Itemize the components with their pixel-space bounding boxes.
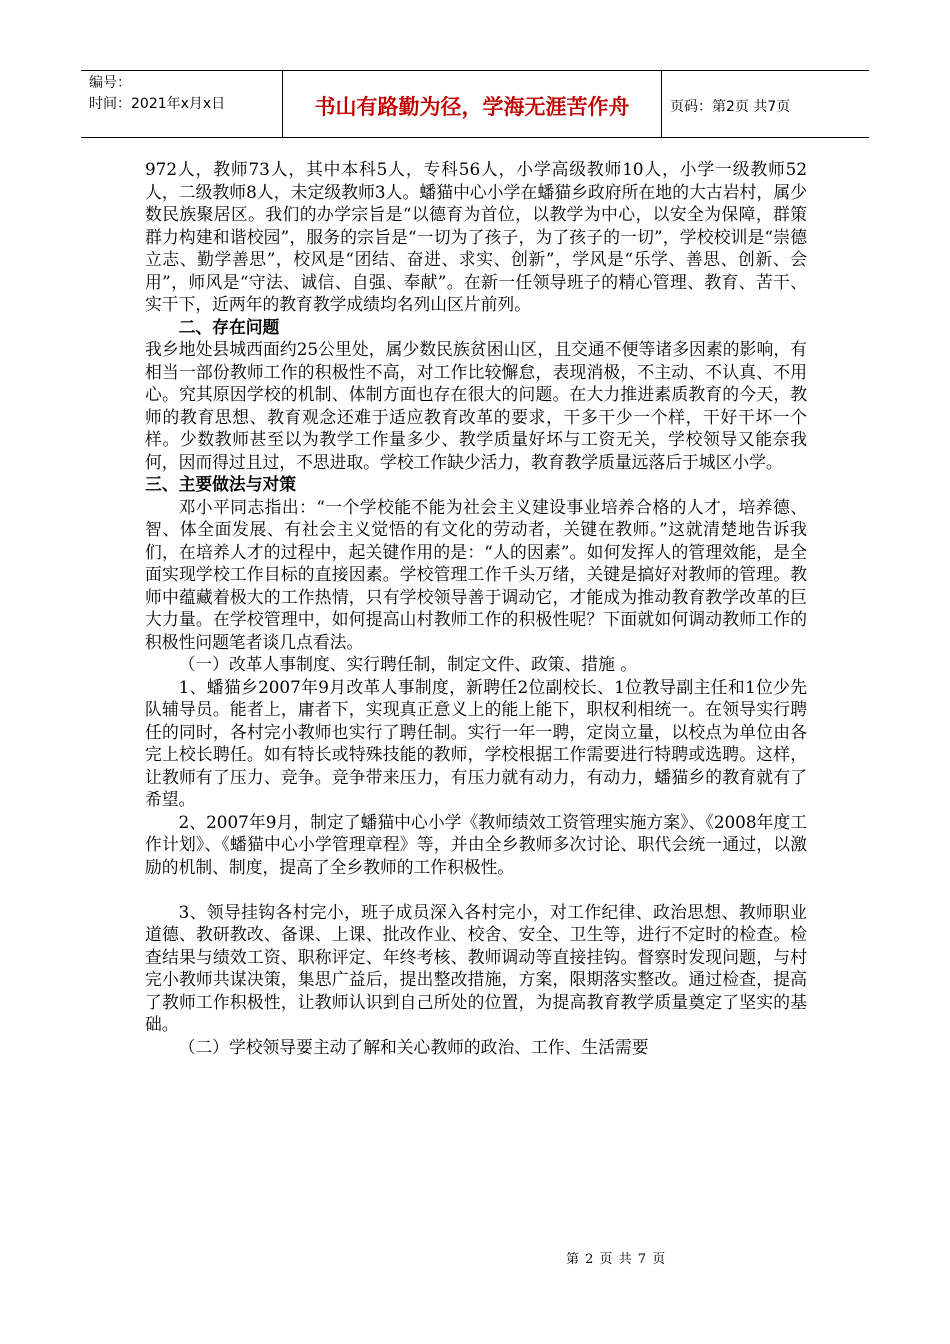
paragraph-problems: 我乡地处县城西面约25公里处，属少数民族贫困山区，且交通不便等诸多因素的影响，有相当一部份教师工作的积极性不高，对工作比较懈怠，表现消极，不主动、不认真、不用心。究其原因学校的机制、体制方面也存在很大的问题。在大力推进素质教育的今天，教师的教育思想、教育观念还难于适应教育改革的要求，干多干少一个样，干好干坏一个样。少数教师甚至以为教学工作量多少、教学质量好坏与工资无关，学校领导又能奈我何，因而得过且过，不思进取。学校工作缺少活力，教育教学质量远落后于城区小学。 (145, 339, 807, 472)
header-motto: 书山有路勤为径，学海无涯苦作舟 (283, 71, 662, 137)
document-time-label: 时间：2021年x月x日 (89, 96, 226, 112)
paragraph-item-2: 2、2007年9月，制定了蟠猫中心小学《教师绩效工资管理实施方案》、《2008年度工作计划》、《蟠猫中心小学管理章程》等，并由全乡教师多次讨论、职代会统一通过，以激励的机制、制度，提高了全乡教师的工作积极性。 (145, 811, 807, 877)
paragraph-intro-continuation: 972人，教师73人，其中本科5人，专科56人，小学高级教师10人，小学一级教师52人，二级教师8人，未定级教师3人。蟠猫中心小学在蟠猫乡政府所在地的大古岩村，属少数民族聚居区。我们的办学宗旨是“以德育为首位，以教学为中心，以安全为保障，群策群力构建和谐校园”，服务的宗旨是“一切为了孩子，为了孩子的一切”，学校校训是“崇德立志、勤学善思”，校风是“团结、奋进、求实、创新”，学风是“乐学、善思、创新、会用”，师风是“守法、诚信、自强、奉献”。在新一任领导班子的精心管理、教育、苦干、实干下，近两年的教育教学成绩均名列山区片前列。 (145, 159, 807, 314)
paragraph-item-3: 3、领导挂钩各村完小，班子成员深入各村完小，对工作纪律、政治思想、教师职业道德、教研教改、备课、上课、批改作业、校舍、安全、卫生等，进行不定时的检查。检查结果与绩效工资、职称评定、年终考核、教师调动等直接挂钩。督察时发现问题，与村完小教师共谋决策，集思广益后，提出整改措施，方案，限期落实整改。通过检查，提高了教师工作积极性，让教师认识到自己所处的位置，为提高教育教学质量奠定了坚实的基础。 (145, 901, 807, 1034)
section-heading-problems: 二、存在问题 (178, 316, 280, 337)
page-header (81, 70, 869, 138)
paragraph-deng-quote: 邓小平同志指出：“一个学校能不能为社会主义建设事业培养合格的人才，培养德、智、体全面发展、有社会主义觉悟的有文化的劳动者，关键在教师。”这就清楚地告诉我们，在培养人才的过程中，起关键作用的是：“人的因素”。如何发挥人的管理效能，是全面实现学校工作目标的直接因素。学校管理工作千头万绪，关键是搞好对教师的管理。教师中蕴藏着极大的工作热情，只有学校领导善于调动它，才能成为推动教育教学改革的巨大力量。在学校管理中，如何提高山村教师工作的积极性呢？下面就如何调动教师工作的积极性问题笔者谈几点看法。 (145, 496, 807, 652)
subheading-personnel-reform: （一）改革人事制度、实行聘任制，制定文件、政策、措施 。 (178, 654, 638, 674)
document-number-label: 编号： (89, 75, 131, 91)
document-body (145, 158, 807, 1058)
page-footer: 第 2 页 共 7 页 (566, 1252, 667, 1267)
subheading-care-teachers: （二）学校领导要主动了解和关心教师的政治、工作、生活需要 (178, 1036, 649, 1057)
header-meta (81, 71, 283, 137)
section-heading-measures: 三、主要做法与对策 (145, 474, 297, 494)
paragraph-item-1: 1、蟠猫乡2007年9月改革人事制度，新聘任2位副校长、1位教导副主任和1位少先队辅导员。能者上，庸者下，实现真正意义上的能上能下，职权利相统一。在领导实行聘任的同时，各村完小教师也实行了聘任制。实行一年一聘，定岗立量，以校点为单位由各完上校长聘任。如有特长或特殊技能的教师，学校根据工作需要进行特聘或选聘。这样，让教师有了压力、竞争。竞争带来压力，有压力就有动力，有动力，蟠猫乡的教育就有了希望。 (145, 676, 807, 809)
header-page-number: 页码：第2页 共7页 (670, 99, 791, 115)
paragraph-spacer (145, 878, 807, 901)
